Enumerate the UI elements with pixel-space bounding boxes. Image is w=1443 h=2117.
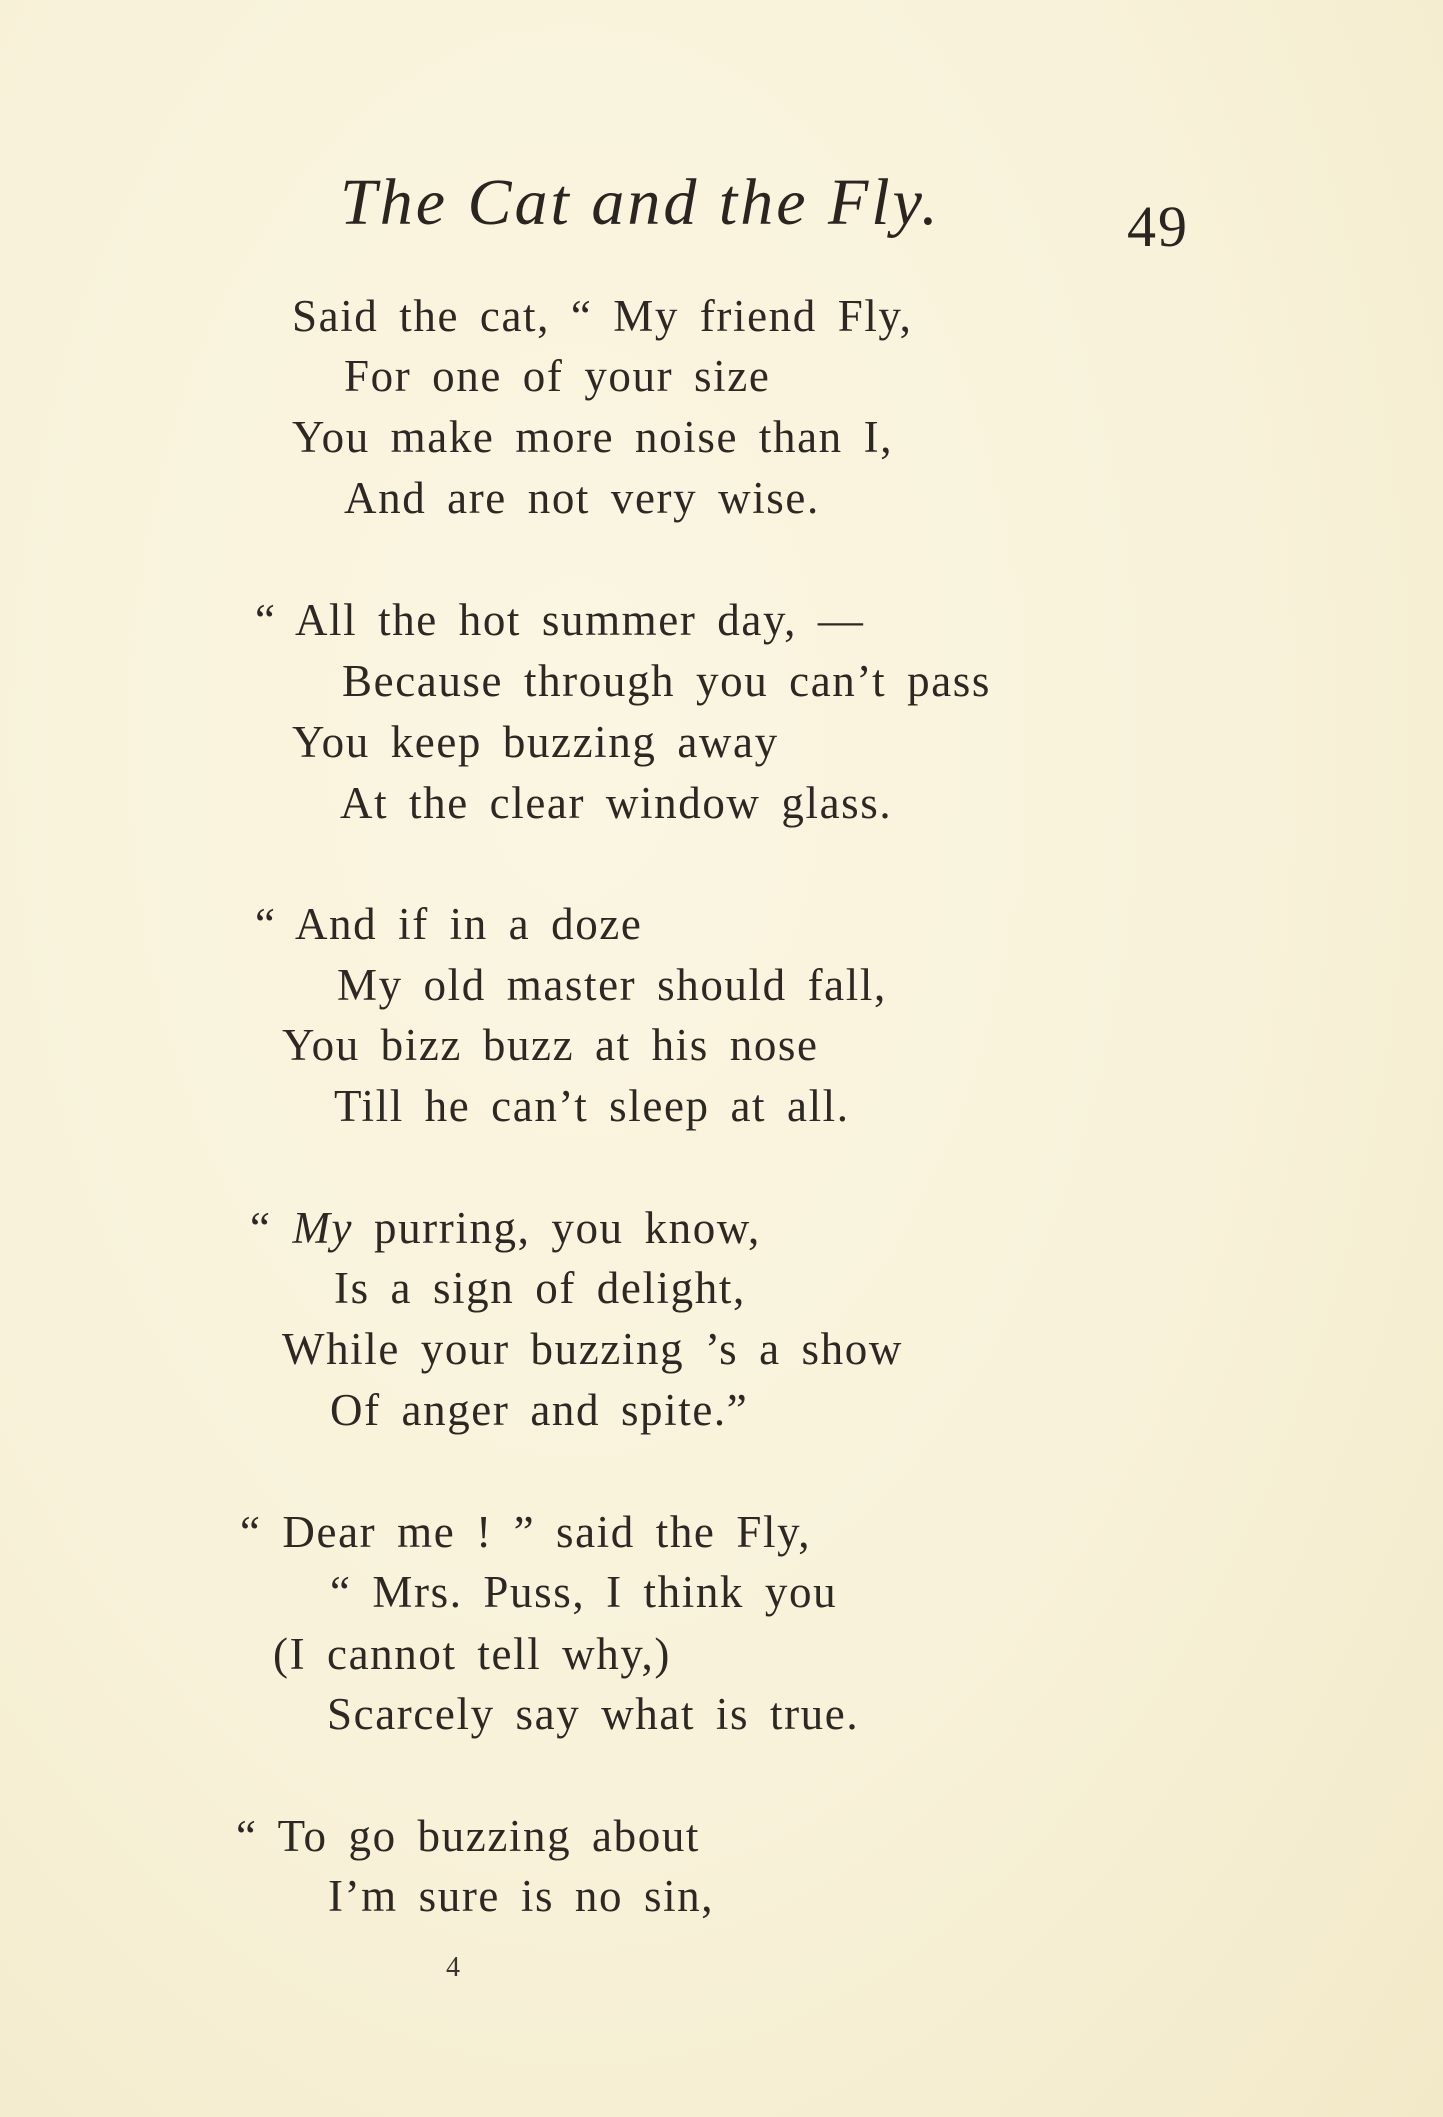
page-title: The Cat and the Fly.	[340, 166, 941, 239]
poem-line-7: You keep buzzing away	[292, 717, 779, 767]
poem-line-8: At the clear window glass.	[340, 778, 893, 828]
poem-line-12: Till he can’t sleep at all.	[334, 1081, 850, 1131]
poem-line-2: For one of your size	[344, 351, 771, 401]
poem-line-14: Is a sign of delight,	[334, 1263, 746, 1313]
poem-line-17: “ Dear me ! ” said the Fly,	[240, 1507, 812, 1557]
poem-line-15: While your buzzing ’s a show	[282, 1324, 903, 1374]
poem-line-19: (I cannot tell why,)	[273, 1629, 671, 1679]
poem-line-1: Said the cat, “ My friend Fly,	[292, 291, 913, 341]
poem-line-10: My old master should fall,	[337, 960, 887, 1010]
opening-quote: “	[250, 1203, 272, 1253]
poem-line-22: I’m sure is no sin,	[328, 1871, 715, 1921]
poem-line-16: Of anger and spite.”	[330, 1385, 749, 1435]
poem-line-21: “ To go buzzing about	[236, 1811, 701, 1861]
poem-line-11: You bizz buzz at his nose	[282, 1020, 819, 1070]
page-number: 49	[1127, 194, 1189, 259]
poem-line-4: And are not very wise.	[344, 473, 820, 523]
signature-mark: 4	[446, 1952, 460, 1983]
poem-line-18: “ Mrs. Puss, I think you	[330, 1567, 838, 1617]
poem-line-13	[250, 1203, 761, 1253]
italic-word: My	[292, 1203, 354, 1253]
poem-line-20: Scarcely say what is true.	[327, 1689, 860, 1739]
poem-line-3: You make more noise than I,	[292, 412, 894, 462]
poem-line-6: Because through you can’t pass	[342, 656, 992, 706]
poem-line-9: “ And if in a doze	[255, 899, 643, 949]
poem-line-5: “ All the hot summer day, —	[255, 595, 865, 645]
poem-line-13-text: purring, you know,	[373, 1203, 761, 1253]
